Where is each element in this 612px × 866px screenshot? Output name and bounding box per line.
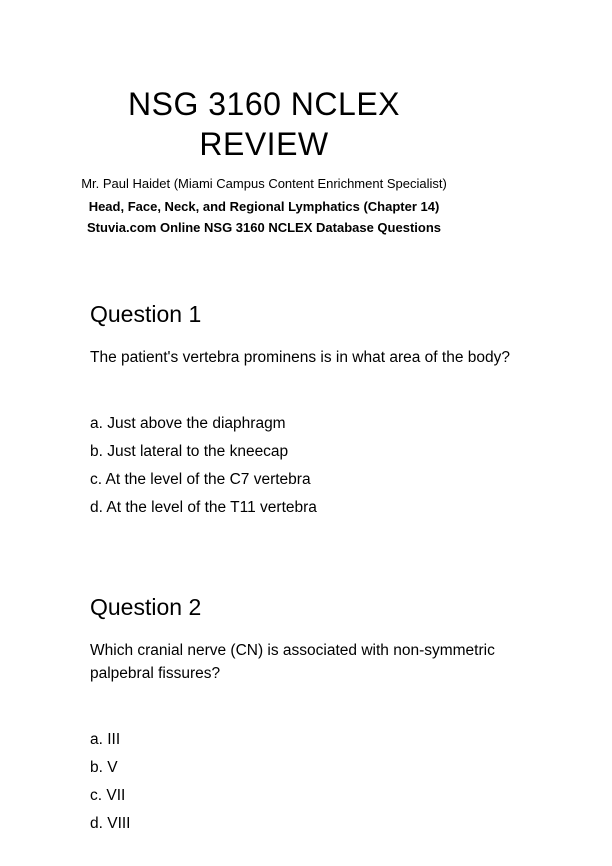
- chapter-line: Head, Face, Neck, and Regional Lymphatics (Chapter 14): [88, 199, 440, 214]
- question-1-options: [90, 413, 552, 519]
- answer-option: d. VIII: [90, 815, 131, 833]
- answer-option: a. Just above the diaphragm: [90, 415, 286, 433]
- question-2-options: [90, 729, 552, 835]
- answer-option: c. VII: [90, 787, 126, 805]
- answer-option: a. III: [90, 731, 121, 749]
- answer-option: c. At the level of the C7 vertebra: [90, 471, 311, 489]
- question-2-text: Which cranial nerve (CN) is associated with non-symmetric palpebral fissures?: [90, 641, 495, 682]
- document-title: NSG 3160 NCLEX REVIEW: [127, 86, 400, 162]
- questions-content: [90, 301, 552, 836]
- question-block-1: [90, 301, 552, 520]
- question-1-text: The patient's vertebra prominens is in what area of the body?: [90, 349, 510, 366]
- source-line: Stuvia.com Online NSG 3160 NCLEX Database Questions: [87, 220, 441, 235]
- question-block-2: [90, 594, 552, 836]
- answer-option: b. V: [90, 759, 118, 777]
- author-line: Mr. Paul Haidet (Miami Campus Content Enrichment Specialist): [81, 176, 447, 191]
- answer-option: d. At the level of the T11 vertebra: [90, 499, 317, 517]
- question-2-heading: Question 2: [90, 593, 202, 620]
- document-header: [0, 84, 528, 235]
- question-1-heading: Question 1: [90, 301, 202, 327]
- answer-option: b. Just lateral to the kneecap: [90, 443, 289, 461]
